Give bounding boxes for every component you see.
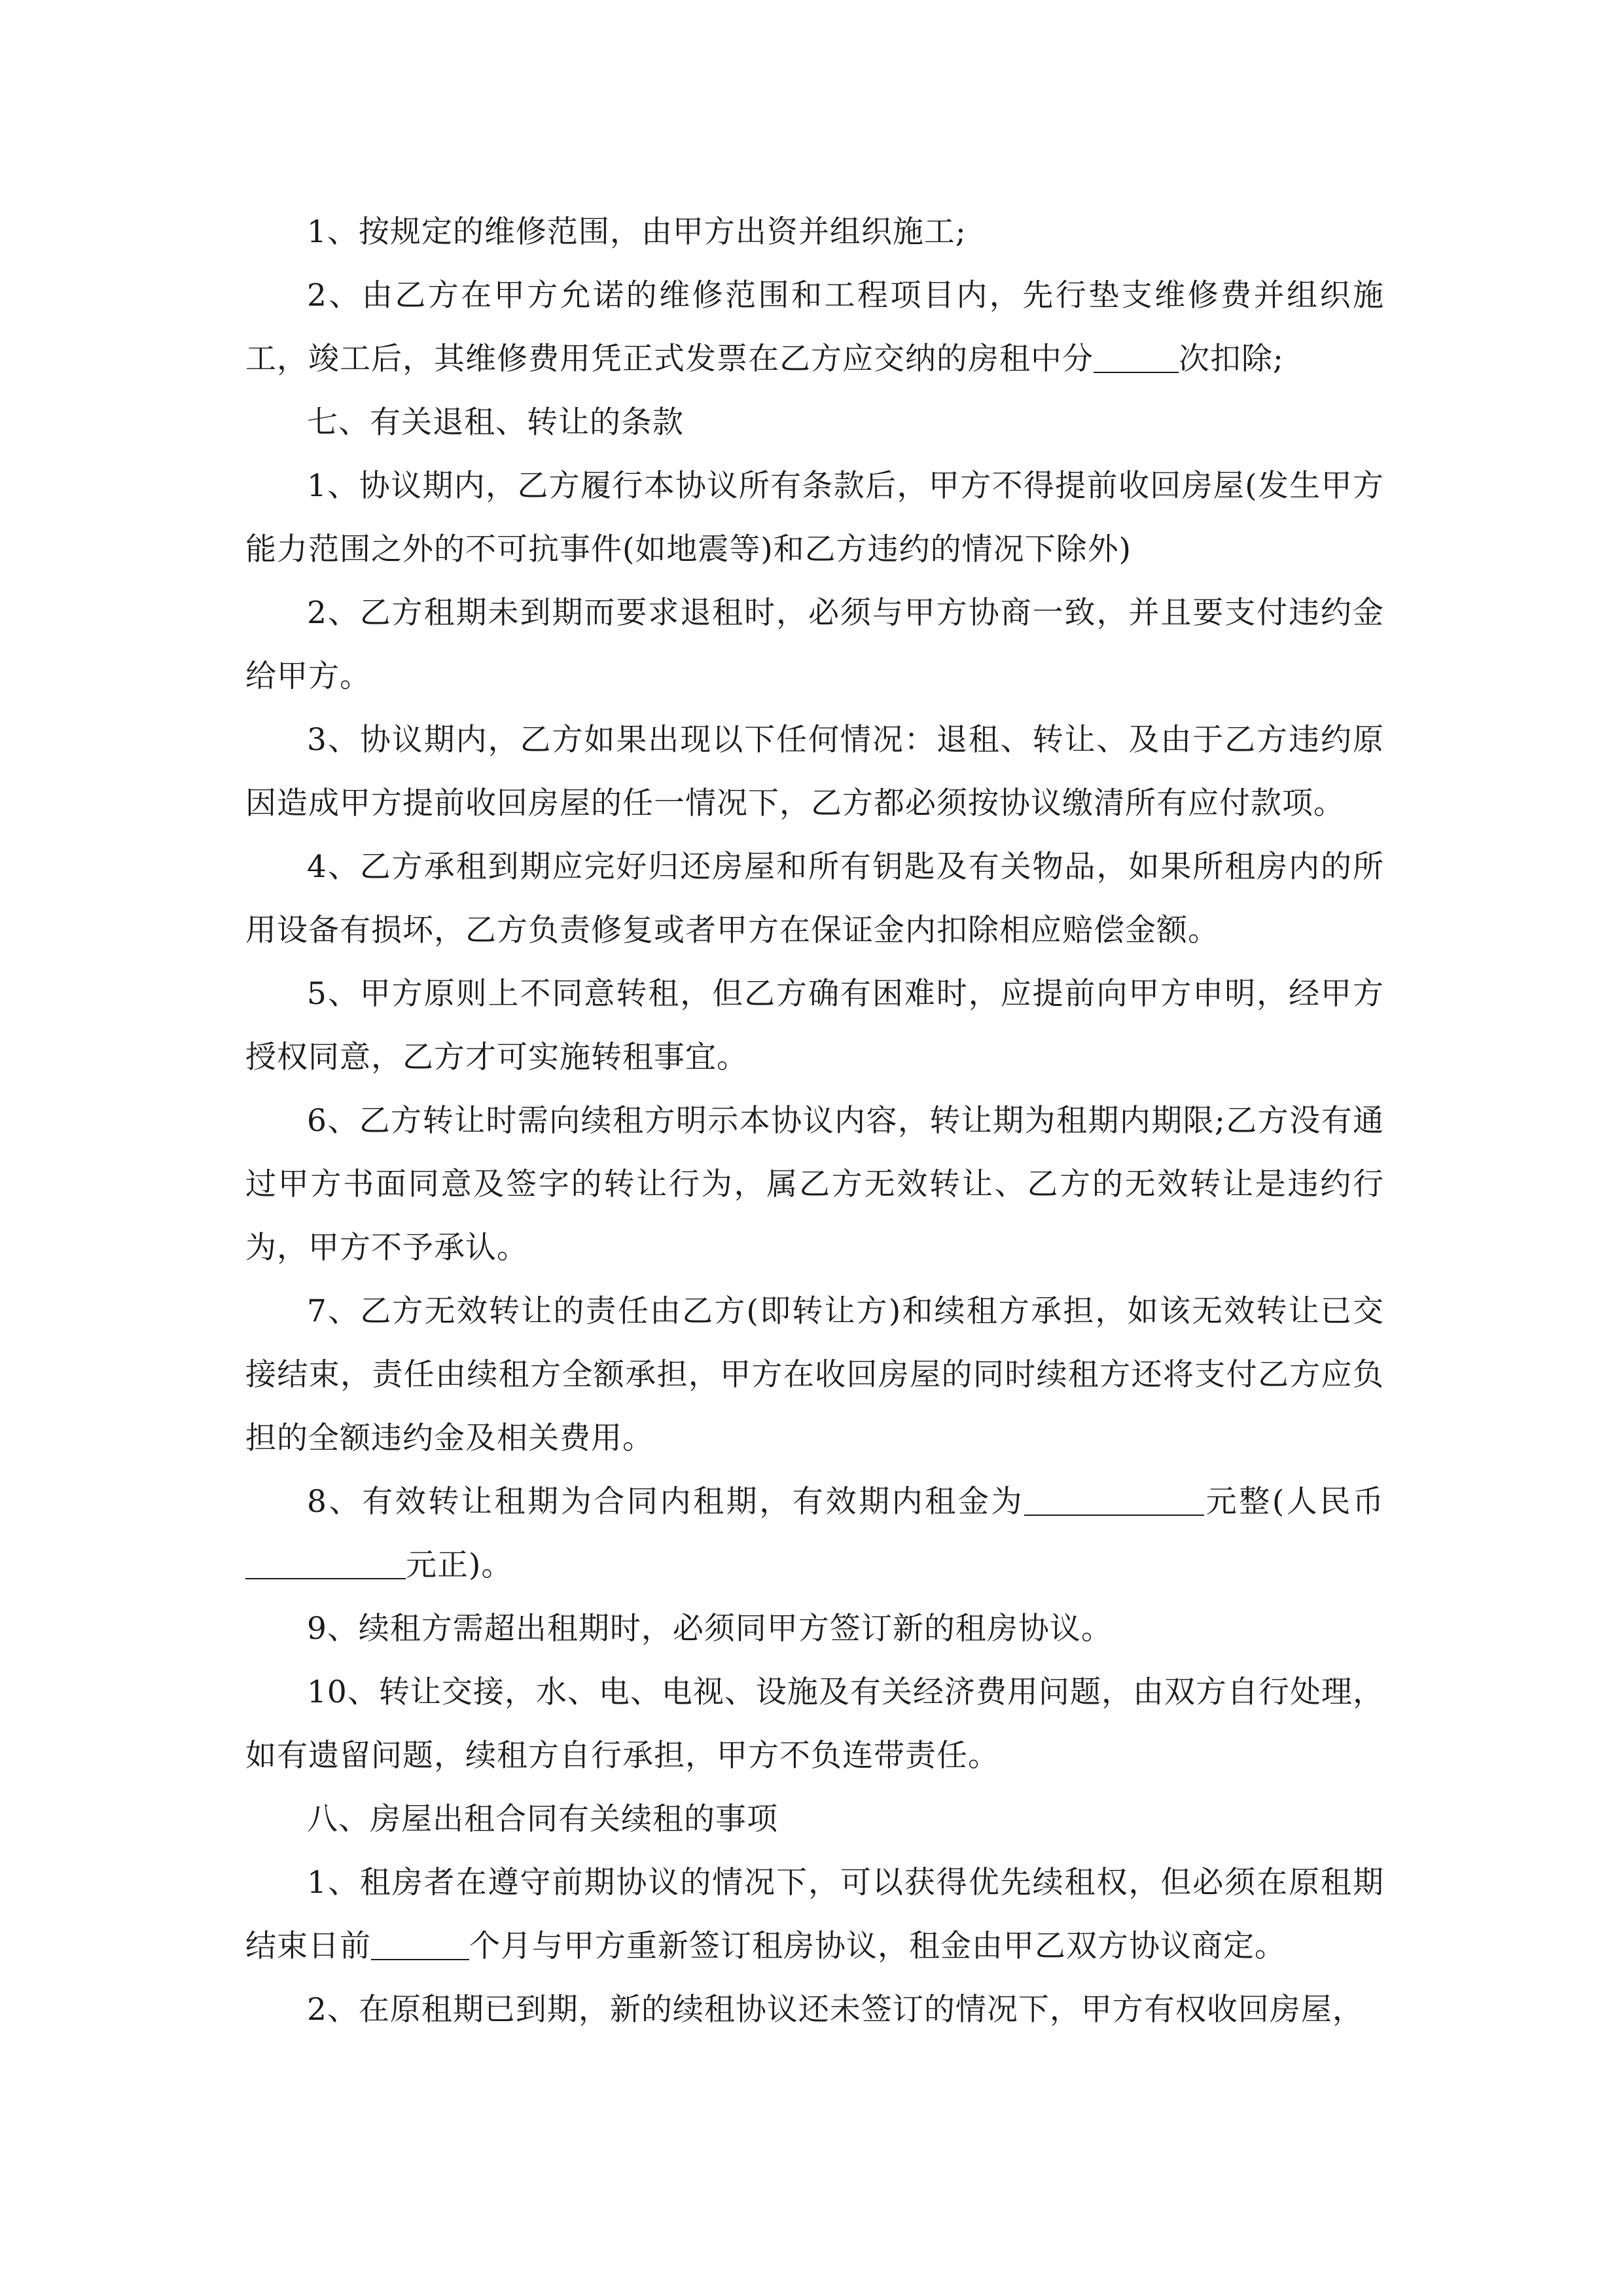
clause-7-9 [245, 1597, 1384, 1660]
paragraph-text: 1、租房者在遵守前期协议的情况下，可以获得优先续租权，但必须在原租期结束日前 [245, 1865, 1384, 1964]
clause-7-7 [245, 1280, 1384, 1470]
fill-blank-rent-amount[interactable] [1024, 1488, 1204, 1516]
clause-8-2 [245, 1978, 1384, 2041]
clause-7-10 [245, 1660, 1384, 1787]
paragraph-text: 6、乙方转让时需向续租方明示本协议内容，转让期为租期内期限;乙方没有通过甲方书面同意及签字的转让行为，属乙方无效转让、乙方的无效转让是违约行为，甲方不予承认。 [245, 1103, 1384, 1266]
paragraph-text: 1、协议期内，乙方履行本协议所有条款后，甲方不得提前收回房屋(发生甲方能力范围之外的不可抗事件(如地震等)和乙方违约的情况下除外) [245, 468, 1384, 567]
clause-7-8 [245, 1470, 1384, 1597]
fill-blank-rmb-amount[interactable] [245, 1552, 406, 1579]
paragraph-text: 2、在原租期已到期，新的续租协议还未签订的情况下，甲方有权收回房屋， [307, 1992, 1364, 2028]
paragraph-text: 元整(人民币 [1204, 1484, 1384, 1520]
paragraph-text: 4、乙方承租到期应完好归还房屋和所有钥匙及有关物品，如果所租房内的所用设备有损坏，乙方负责修复或者甲方在保证金内扣除相应赔偿金额。 [245, 849, 1384, 948]
paragraph-text: 元正)。 [406, 1547, 513, 1583]
clause-7-1 [245, 454, 1384, 581]
paragraph-text: 2、乙方租期未到期而要求退租时，必须与甲方协商一致，并且要支付违约金给甲方。 [245, 595, 1384, 694]
paragraph-text: 10、转让交接，水、电、电视、设施及有关经济费用问题，由双方自行处理，如有遗留问题，续租方自行承担，甲方不负连带责任。 [245, 1674, 1384, 1774]
paragraph-text: 9、续租方需超出租期时，必须同甲方签订新的租房协议。 [307, 1611, 1113, 1647]
clause-6-1 [245, 200, 1384, 264]
paragraph-text: 2、由乙方在甲方允诺的维修范围和工程项目内，先行垫支维修费并组织施工，竣工后，其维修费用凭正式发票在乙方应交纳的房租中分 [245, 278, 1384, 377]
paragraph-text: 7、乙方无效转让的责任由乙方(即转让方)和续租方承担，如该无效转让已交接结束，责任由续租方全额承担，甲方在收回房屋的同时续租方还将支付乙方应负担的全额违约金及相关费用。 [245, 1293, 1384, 1456]
clause-6-2 [245, 264, 1384, 391]
paragraph-text: 5、甲方原则上不同意转租，但乙方确有困难时，应提前向甲方申明，经甲方授权同意，乙方才可实施转租事宜。 [245, 976, 1384, 1075]
fill-blank-months[interactable] [371, 1933, 469, 1960]
section-heading-7 [245, 391, 1384, 454]
section-heading-8 [245, 1787, 1384, 1851]
clause-7-4 [245, 835, 1384, 962]
clause-7-2 [245, 581, 1384, 708]
clause-7-3 [245, 708, 1384, 835]
clause-7-6 [245, 1089, 1384, 1280]
paragraph-text: 个月与甲方重新签订租房协议，租金由甲乙双方协议商定。 [469, 1928, 1286, 1964]
contract-body [245, 200, 1384, 2041]
clause-8-1 [245, 1851, 1384, 1978]
paragraph-text: 8、有效转让租期为合同内租期，有效期内租金为 [307, 1484, 1025, 1520]
paragraph-text: 次扣除; [1179, 341, 1284, 377]
section-heading: 八、房屋出租合同有关续租的事项 [307, 1801, 778, 1837]
fill-blank-installments[interactable] [1094, 346, 1179, 373]
paragraph-text: 1、按规定的维修范围，由甲方出资并组织施工; [307, 214, 967, 250]
section-heading: 七、有关退租、转让的条款 [307, 404, 684, 440]
clause-7-5 [245, 962, 1384, 1089]
paragraph-text: 3、协议期内，乙方如果出现以下任何情况：退租、转让、及由于乙方违约原因造成甲方提前收回房屋的任一情况下，乙方都必须按协议缴清所有应付款项。 [245, 722, 1384, 821]
